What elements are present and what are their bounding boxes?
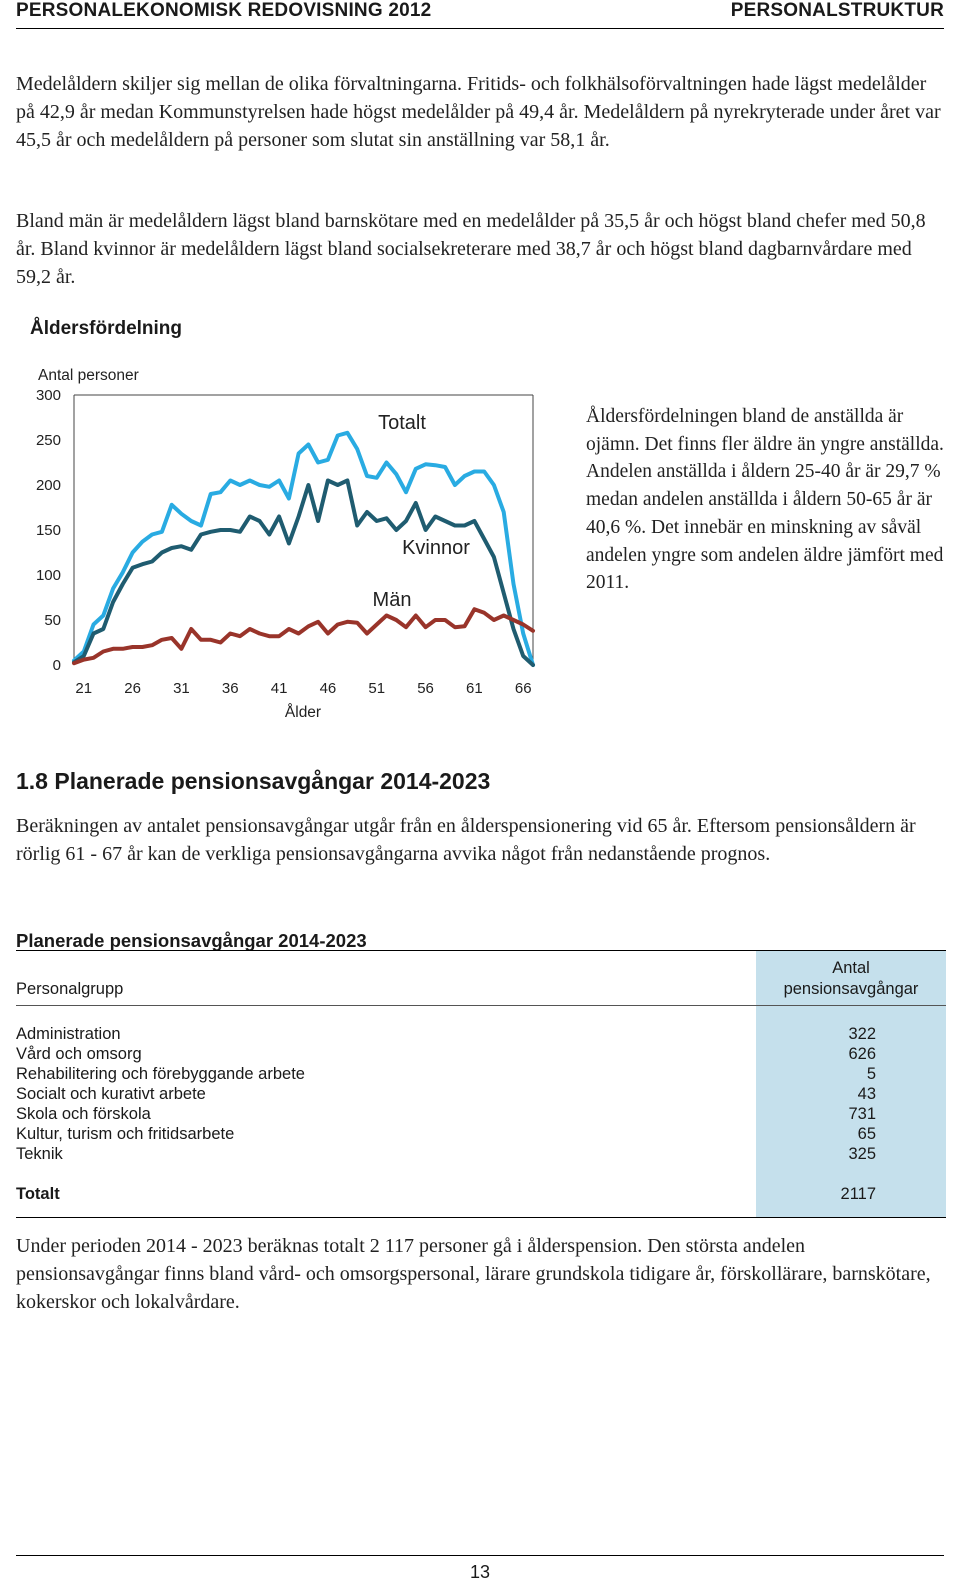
y-tick-label: 200 bbox=[35, 477, 61, 494]
table-row bbox=[16, 1084, 876, 1104]
paragraph-pension-summary: Under perioden 2014 - 2023 beräknas totalt 2 117 personer gå i ålderspension. Den största andelen pensionsavgångar finns bland vård- och omsorgspersonal, lärare grundskola tidigare år, förskollärare, barnskötare, kokerskor och lokalvårdare. bbox=[16, 1235, 931, 1313]
x-axis-label: Ålder bbox=[284, 704, 322, 721]
x-tick-label: 31 bbox=[173, 680, 190, 697]
paragraph-average-age: Medelåldern skiljer sig mellan de olika förvaltningarna. Fritids- och folkhälsoförvaltningen hade lägst medelålder på 42,9 år medan Kommunstyrelsen hade högst medelålder på 49,4 år. Medelåldern på nyrekryterade under året var 45,5 år och medelåldern på personer som slutat sin anställning var 58,1 år. bbox=[16, 73, 941, 151]
table-cell-group: Administration bbox=[16, 1025, 121, 1043]
x-tick-label: 56 bbox=[417, 680, 434, 697]
table-header-count-line2: pensionsavgångar bbox=[783, 980, 919, 998]
table-top-rule bbox=[16, 950, 946, 951]
y-tick-label: 300 bbox=[35, 387, 61, 404]
x-tick-label: 26 bbox=[124, 680, 141, 697]
series-label-kvinnor: Kvinnor bbox=[402, 537, 470, 559]
table-row bbox=[16, 1044, 876, 1064]
y-tick-label: 150 bbox=[35, 522, 61, 539]
x-tick-label: 46 bbox=[319, 680, 337, 697]
page-header bbox=[16, 0, 944, 24]
y-tick-label: 100 bbox=[35, 567, 61, 584]
header-section-title: PERSONALSTRUKTUR bbox=[730, 0, 944, 21]
x-tick-label: 51 bbox=[368, 680, 386, 697]
table-cell-group: Socialt och kurativt arbete bbox=[16, 1085, 206, 1103]
table-cell-group: Skola och förskola bbox=[16, 1105, 151, 1123]
header-report-title: PERSONALEKONOMISK REDOVISNING 2012 bbox=[16, 0, 432, 21]
x-tick-labels bbox=[75, 680, 531, 697]
table-cell-count: 626 bbox=[848, 1045, 876, 1063]
y-tick-label: 50 bbox=[44, 612, 61, 629]
age-distribution-chart bbox=[0, 355, 570, 735]
table-header-rule bbox=[16, 1005, 946, 1006]
x-tick-label: 41 bbox=[270, 680, 288, 697]
y-tick-labels bbox=[36, 387, 61, 674]
table-total-count: 2117 bbox=[840, 1185, 876, 1203]
x-tick-label: 21 bbox=[75, 680, 93, 697]
section-heading: 1.8 Planerade pensionsavgångar 2014-2023 bbox=[16, 768, 491, 794]
paragraph-pension-intro: Beräkningen av antalet pensionsavgångar utgår från en ålderspensionering vid 65 år. Eftersom pensionsåldern är rörlig 61 - 67 år kan de verkliga pensionsavgångarna avvika något från nedanstående prognos. bbox=[16, 815, 916, 865]
series-line-kvinnor bbox=[74, 481, 533, 666]
table-cell-count: 325 bbox=[848, 1145, 876, 1163]
table-row bbox=[16, 1024, 876, 1044]
table-cell-group: Kultur, turism och fritidsarbete bbox=[16, 1125, 235, 1143]
y-tick-label: 0 bbox=[52, 657, 61, 674]
series-label-totalt: Totalt bbox=[378, 412, 426, 434]
table-header-count bbox=[756, 958, 946, 1000]
table-cell-count: 65 bbox=[857, 1125, 876, 1143]
age-distribution-commentary: Åldersfördelningen bland de anställda är ojämn. Det finns fler äldre än yngre anställda. Andelen anställda i åldern 25-40 år är 29,7 % medan andelen anställda i åldern 50-65 år är 40,6 %. Det innebär en minskning av såväl andelen yngre som andelen äldre jämfört med 2011. bbox=[586, 406, 944, 594]
table-bottom-rule bbox=[16, 1217, 946, 1218]
table-total-label: Totalt bbox=[16, 1185, 60, 1203]
table-row bbox=[16, 1104, 876, 1124]
table-header-group: Personalgrupp bbox=[16, 980, 124, 998]
series-label-man: Män bbox=[372, 589, 412, 611]
x-tick-label: 66 bbox=[514, 680, 532, 697]
table-title: Planerade pensionsavgångar 2014-2023 bbox=[16, 930, 367, 951]
table-cell-group: Rehabilitering och förebyggande arbete bbox=[16, 1065, 305, 1083]
age-distribution-heading: Åldersfördelning bbox=[30, 318, 183, 339]
table-cell-group: Teknik bbox=[16, 1145, 63, 1163]
table-header-count-line1: Antal bbox=[832, 959, 870, 977]
footer-divider bbox=[16, 1555, 944, 1556]
x-tick-label: 36 bbox=[221, 680, 239, 697]
table-cell-count: 43 bbox=[857, 1085, 876, 1103]
page-number: 13 bbox=[469, 1562, 491, 1582]
table-cell-count: 322 bbox=[848, 1025, 876, 1043]
table-total-row bbox=[16, 1184, 876, 1204]
table-cell-count: 731 bbox=[848, 1105, 876, 1123]
table-row bbox=[16, 1124, 876, 1144]
x-tick-label: 61 bbox=[466, 680, 483, 697]
table-cell-count: 5 bbox=[866, 1065, 876, 1083]
y-tick-label: 250 bbox=[35, 432, 61, 449]
table-row bbox=[16, 1064, 876, 1084]
table-cell-group: Vård och omsorg bbox=[16, 1045, 142, 1063]
y-axis-label: Antal personer bbox=[38, 367, 139, 384]
paragraph-gender-age: Bland män är medelåldern lägst bland barnskötare med en medelålder på 35,5 år och högst bland chefer med 50,8 år. Bland kvinnor är medelåldern lägst bland socialsekreterare med 38,7 år och högst bland dagbarnvårdare med 59,2 år. bbox=[16, 210, 926, 288]
header-divider bbox=[16, 28, 944, 29]
table-row bbox=[16, 1144, 876, 1164]
series-line-mn bbox=[74, 609, 533, 663]
